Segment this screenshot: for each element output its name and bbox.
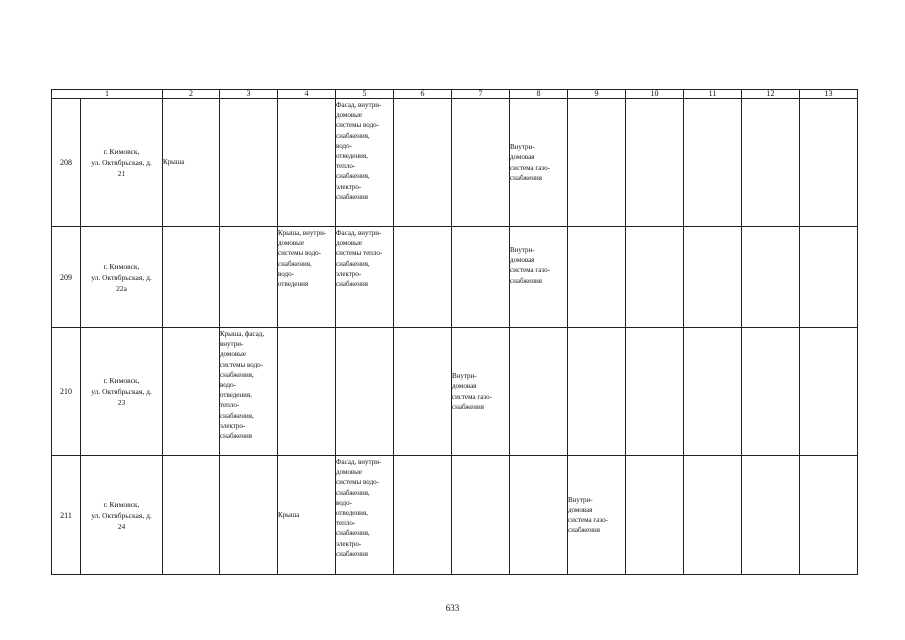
cell-text-line: Крыша, фасад, xyxy=(220,330,265,338)
row-address xyxy=(81,328,163,456)
cell-text-line: г. Кимовск, xyxy=(103,261,140,271)
cell-text-line: система газо- xyxy=(510,266,550,275)
cell-text-line: г. Кимовск, xyxy=(103,499,140,509)
cell-text-line: отведения, xyxy=(336,509,368,518)
row-number: 210 xyxy=(52,328,81,456)
cell-text-line: системы водо- xyxy=(336,121,379,130)
cell-text-line: снабжения, xyxy=(220,370,254,379)
row-address xyxy=(81,227,163,328)
header-col-13: 13 xyxy=(800,90,858,99)
cell-text-line: снабжения, xyxy=(278,259,312,268)
cell-col-2 xyxy=(163,99,220,227)
cell-col-7 xyxy=(452,227,510,328)
header-col-8: 8 xyxy=(510,90,568,99)
cell-col-12 xyxy=(742,227,800,328)
cell-text-line: тепло- xyxy=(336,162,356,171)
cell-col-6 xyxy=(394,99,452,227)
cell-text-line: системы водо- xyxy=(220,360,263,369)
cell-col-10 xyxy=(626,328,684,456)
row-number: 209 xyxy=(52,227,81,328)
cell-col-4 xyxy=(278,328,336,456)
cell-col-9 xyxy=(568,456,626,575)
header-col-2: 2 xyxy=(163,90,220,99)
cell-col-5 xyxy=(336,456,394,575)
cell-text-line: 23 xyxy=(117,398,126,407)
cell-col-4 xyxy=(278,227,336,328)
cell-text-line: домовые xyxy=(220,350,246,359)
cell-col-8 xyxy=(510,456,568,575)
page-number: 633 xyxy=(445,603,460,613)
cell-col-11 xyxy=(684,328,742,456)
cell-text-line: водо- xyxy=(336,498,352,507)
cell-text-line: снабжения, xyxy=(220,411,254,420)
cell-col-10 xyxy=(626,227,684,328)
cell-text-line: снабжения xyxy=(336,192,368,201)
cell-text-line: снабжения, xyxy=(336,172,370,181)
cell-text-line: система газо- xyxy=(452,392,492,401)
header-col-12: 12 xyxy=(742,90,800,99)
cell-col-6 xyxy=(394,456,452,575)
cell-text-line: 22а xyxy=(116,283,127,293)
cell-text-line: тепло- xyxy=(220,401,240,410)
cell-col-8 xyxy=(510,227,568,328)
cell-col-2 xyxy=(163,227,220,328)
cell-col-13 xyxy=(800,227,858,328)
cell-text-line: снабжения xyxy=(568,526,600,535)
cell-col-7 xyxy=(452,328,510,456)
cell-text-line: снабжения xyxy=(510,276,542,285)
cell-col-3 xyxy=(220,456,278,575)
cell-text-line: водо- xyxy=(278,269,294,278)
cell-text-line: Внутри- xyxy=(510,143,535,152)
cell-col-8 xyxy=(510,328,568,456)
cell-col-6 xyxy=(394,227,452,328)
row-address xyxy=(81,456,163,575)
cell-text-line: домовая xyxy=(568,505,593,514)
cell-text-line: тепло- xyxy=(336,519,356,528)
cell-text-line: Крыша, внутри- xyxy=(278,229,327,237)
cell-text-line: снабжения, xyxy=(336,488,370,497)
cell-text-line: Внутри- xyxy=(452,372,477,381)
cell-col-3 xyxy=(220,227,278,328)
cell-col-13 xyxy=(800,99,858,227)
cell-text-line: отведения xyxy=(278,280,309,289)
cell-text-line: системы водо- xyxy=(336,478,379,487)
cell-text-line: системы тепло- xyxy=(336,249,383,258)
cell-text-line: домовые xyxy=(336,239,362,248)
cell-col-2 xyxy=(163,328,220,456)
cell-text-line: водо- xyxy=(220,381,236,390)
cell-text-line: снабжения, xyxy=(336,259,370,268)
cell-text-line: система газо- xyxy=(568,516,608,524)
cell-text-line: снабжения xyxy=(452,402,484,411)
cell-text-line: снабжения, xyxy=(336,131,370,140)
cell-text-line: г. Кимовск, xyxy=(103,376,140,385)
row-number: 211 xyxy=(52,456,81,575)
cell-text-line: домовая xyxy=(452,382,477,391)
cell-text-line: электро- xyxy=(336,539,362,548)
cell-text-line: домовая xyxy=(510,256,535,265)
header-col-9: 9 xyxy=(568,90,626,99)
cell-text-line: ул. Октябрьская, д. xyxy=(91,272,152,282)
cell-col-3 xyxy=(220,328,278,456)
cell-col-10 xyxy=(626,456,684,575)
header-row xyxy=(52,90,858,99)
cell-col-5 xyxy=(336,227,394,328)
cell-col-11 xyxy=(684,227,742,328)
cell-text-line: электро- xyxy=(220,421,246,430)
cell-text-line: отведения, xyxy=(336,152,368,161)
cell-col-5 xyxy=(336,99,394,227)
cell-text-line: водо- xyxy=(336,141,352,150)
cell-col-8 xyxy=(510,99,568,227)
cell-text-line: ул. Октябрьская, д. xyxy=(91,387,152,396)
cell-text-line: снабжения xyxy=(220,432,252,441)
header-col-4: 4 xyxy=(278,90,336,99)
repair-schedule-table xyxy=(51,89,858,575)
cell-text-line: электро- xyxy=(336,182,362,191)
cell-text-line: снабжения xyxy=(336,280,368,289)
header-col-3: 3 xyxy=(220,90,278,99)
header-col-11: 11 xyxy=(684,90,742,99)
table-row xyxy=(52,328,858,456)
cell-col-7 xyxy=(452,456,510,575)
cell-col-6 xyxy=(394,328,452,456)
cell-col-12 xyxy=(742,328,800,456)
cell-col-11 xyxy=(684,456,742,575)
cell-text-line: ул. Октябрьская, д. xyxy=(91,158,152,167)
cell-text-line: электро- xyxy=(336,269,362,278)
row-number: 208 xyxy=(52,99,81,227)
cell-text-line: Фасад, внутри- xyxy=(336,458,382,466)
cell-col-13 xyxy=(800,328,858,456)
cell-text-line: отведения, xyxy=(220,391,252,400)
cell-text-line: снабжения, xyxy=(336,529,370,538)
header-col-5: 5 xyxy=(336,90,394,99)
cell-col-3 xyxy=(220,99,278,227)
header-col-6: 6 xyxy=(394,90,452,99)
cell-col-12 xyxy=(742,99,800,227)
cell-col-7 xyxy=(452,99,510,227)
table-row xyxy=(52,456,858,575)
cell-text-line: Крыша xyxy=(163,158,185,167)
cell-col-12 xyxy=(742,456,800,575)
cell-text-line: системы водо- xyxy=(278,249,321,258)
cell-text-line: ул. Октябрьская, д. xyxy=(91,510,152,520)
table-row xyxy=(52,227,858,328)
row-address xyxy=(81,99,163,227)
cell-col-11 xyxy=(684,99,742,227)
cell-text-line: домовые xyxy=(336,468,362,477)
header-col-7: 7 xyxy=(452,90,510,99)
cell-text-line: домовые xyxy=(278,239,304,248)
cell-text-line: домовая xyxy=(510,153,535,162)
cell-text-line: Крыша xyxy=(278,510,300,519)
cell-text-line: внутри- xyxy=(220,340,244,349)
cell-text-line: снабжения xyxy=(510,173,542,182)
cell-text-line: Фасад, внутри- xyxy=(336,229,382,237)
cell-col-9 xyxy=(568,227,626,328)
cell-text-line: г. Кимовск, xyxy=(103,147,140,156)
cell-col-9 xyxy=(568,328,626,456)
cell-col-5 xyxy=(336,328,394,456)
cell-col-2 xyxy=(163,456,220,575)
cell-col-4 xyxy=(278,456,336,575)
cell-text-line: система газо- xyxy=(510,163,550,172)
table-row xyxy=(52,99,858,227)
cell-col-13 xyxy=(800,456,858,575)
header-col-10: 10 xyxy=(626,90,684,99)
cell-text-line: домовые xyxy=(336,111,362,120)
cell-text-line: 24 xyxy=(117,521,126,531)
cell-col-10 xyxy=(626,99,684,227)
cell-text-line: снабжения xyxy=(336,549,368,558)
cell-text-line: Фасад, внутри- xyxy=(336,101,382,109)
cell-text-line: Внутри- xyxy=(510,246,535,254)
cell-text-line: 21 xyxy=(117,169,126,178)
cell-col-4 xyxy=(278,99,336,227)
cell-col-9 xyxy=(568,99,626,227)
cell-text-line: Внутри- xyxy=(568,495,593,504)
header-col-1: 1 xyxy=(52,90,163,99)
